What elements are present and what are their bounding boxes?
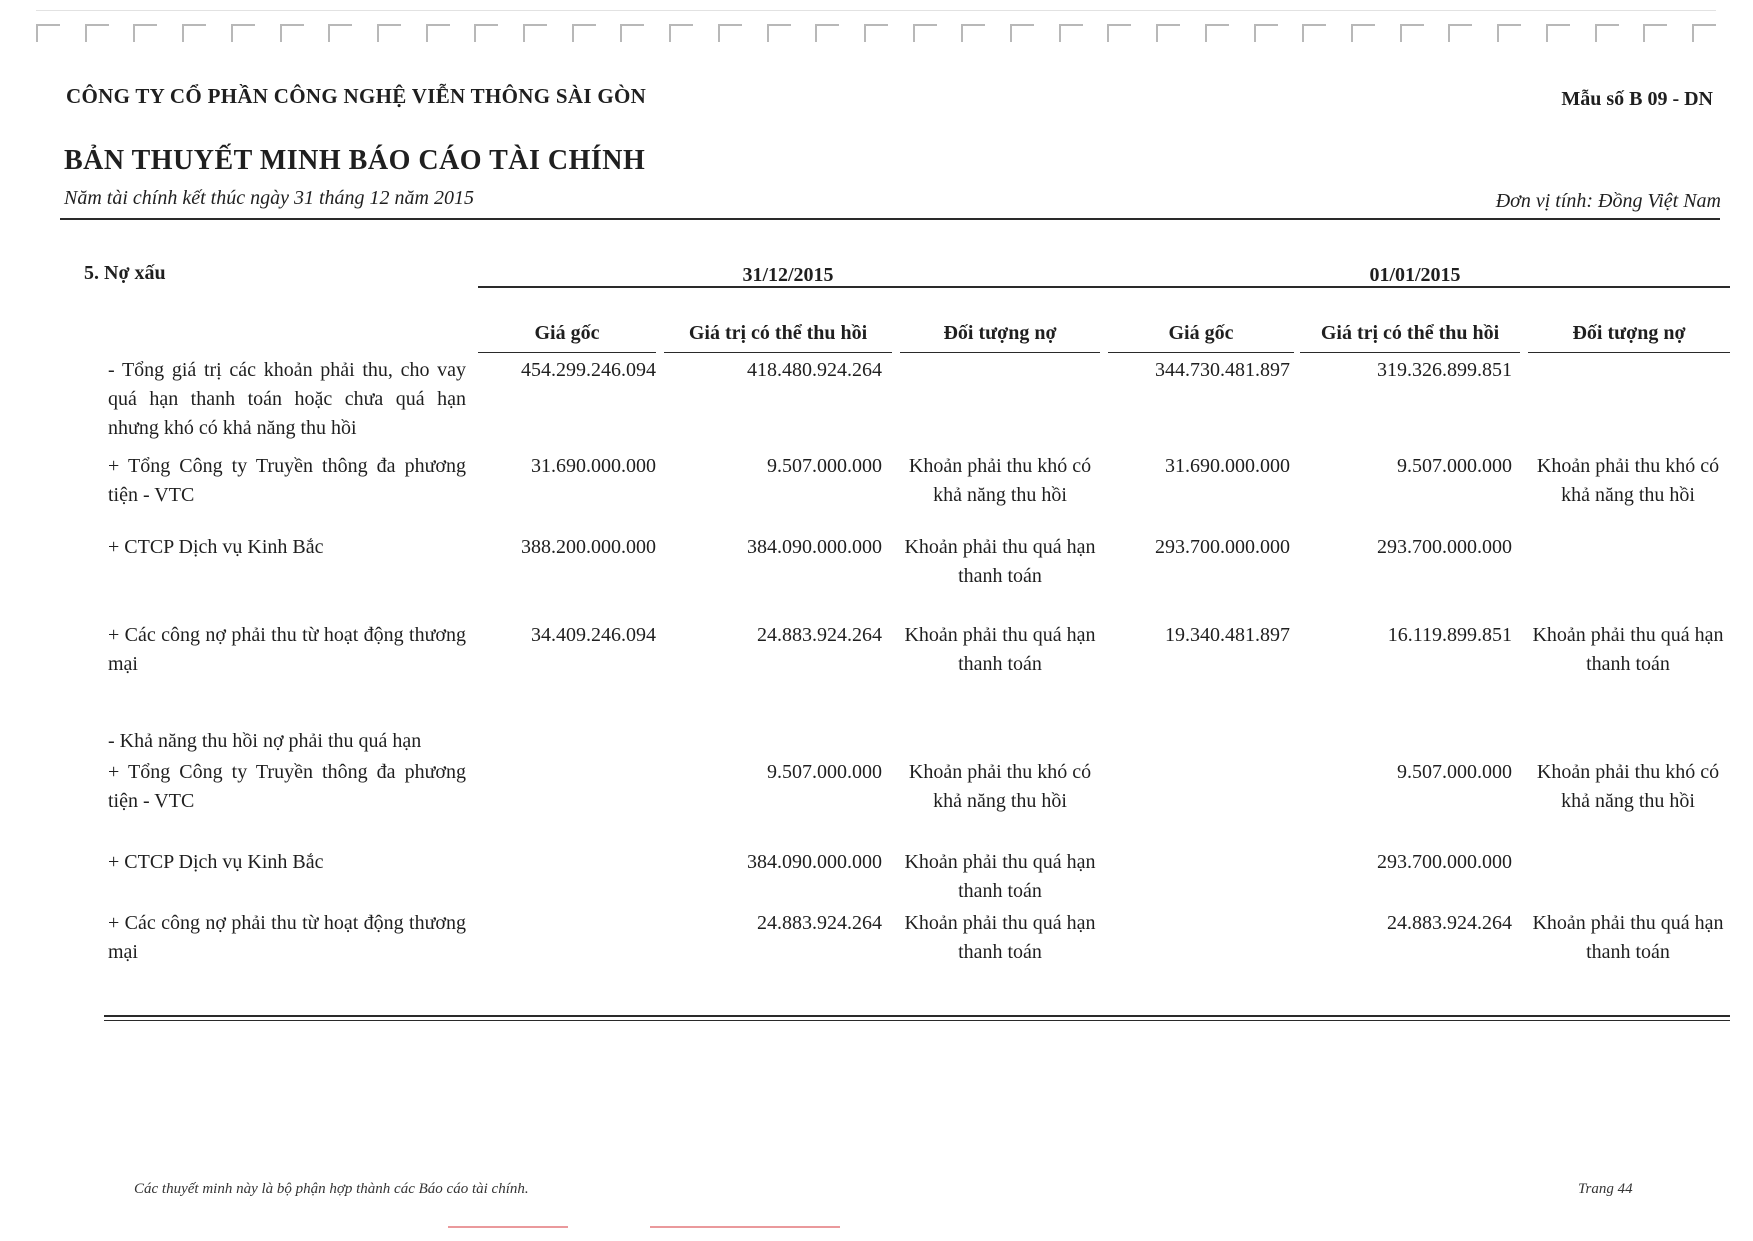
col-header-debtor-prior: Đối tượng nợ	[1528, 322, 1730, 353]
debtor-current: Khoản phải thu quá hạn thanh toán	[904, 851, 1096, 902]
document-title: BẢN THUYẾT MINH BÁO CÁO TÀI CHÍNH	[64, 145, 646, 176]
page-top-edge	[36, 10, 1716, 11]
period-current-header: 31/12/2015	[742, 264, 834, 286]
recoverable-current: 418.480.924.264	[747, 359, 882, 381]
row-description: + Tổng Công ty Truyền thông đa phương tiện - VTC	[108, 455, 466, 506]
row-description: - Tổng giá trị các khoản phải thu, cho vay quá hạn thanh toán hoặc chưa quá hạn nhưng khó có khả năng thu hồi	[108, 359, 466, 439]
cost-prior: 31.690.000.000	[1165, 455, 1290, 477]
recoverable-prior: 319.326.899.851	[1377, 359, 1512, 381]
recoverable-current: 9.507.000.000	[767, 455, 882, 477]
row-description: + Các công nợ phải thu từ hoạt động thương mại	[108, 912, 466, 963]
binder-tick-marks	[36, 24, 1716, 46]
stamp-fragment	[448, 1226, 568, 1234]
table-end-rule-thin	[104, 1020, 1730, 1021]
currency-unit: Đơn vị tính: Đồng Việt Nam	[1495, 190, 1721, 212]
recoverable-current: 24.883.924.264	[757, 912, 882, 934]
cost-prior: 19.340.481.897	[1165, 624, 1290, 646]
debtor-current: Khoản phải thu quá hạn thanh toán	[904, 624, 1096, 675]
debtor-prior: Khoản phải thu quá hạn thanh toán	[1532, 624, 1724, 675]
debtor-current: Khoản phải thu khó có khả năng thu hồi	[908, 455, 1092, 506]
cost-current: 388.200.000.000	[521, 536, 656, 558]
page-number: Trang 44	[1578, 1181, 1633, 1197]
recoverable-prior: 9.507.000.000	[1397, 455, 1512, 477]
cost-current: 454.299.246.094	[521, 359, 656, 381]
row-description: - Khả năng thu hồi nợ phải thu quá hạn	[108, 730, 422, 752]
row-description: + Các công nợ phải thu từ hoạt động thương mại	[108, 624, 466, 675]
recoverable-current: 384.090.000.000	[747, 536, 882, 558]
row-description: + Tổng Công ty Truyền thông đa phương tiện - VTC	[108, 761, 466, 812]
stamp-fragment	[650, 1226, 840, 1234]
col-header-recoverable-prior: Giá trị có thể thu hồi	[1300, 322, 1520, 353]
row-description: + CTCP Dịch vụ Kinh Bắc	[108, 536, 324, 558]
company-name: CÔNG TY CỔ PHẦN CÔNG NGHỆ VIỄN THÔNG SÀI GÒN	[66, 84, 647, 108]
recoverable-current: 24.883.924.264	[757, 624, 882, 646]
col-header-cost-prior: Giá gốc	[1108, 322, 1294, 353]
period-divider	[478, 286, 1730, 288]
section-title: 5. Nợ xấu	[84, 262, 166, 284]
recoverable-prior: 16.119.899.851	[1387, 624, 1512, 646]
col-header-cost-current: Giá gốc	[478, 322, 656, 353]
form-number: Mẫu số B 09 - DN	[1561, 88, 1713, 110]
cost-current: 31.690.000.000	[531, 455, 656, 477]
col-header-debtor-current: Đối tượng nợ	[900, 322, 1100, 353]
document-subtitle: Năm tài chính kết thúc ngày 31 tháng 12 năm 2015	[64, 187, 474, 209]
cost-current: 34.409.246.094	[531, 624, 656, 646]
recoverable-prior: 9.507.000.000	[1397, 761, 1512, 783]
recoverable-prior: 293.700.000.000	[1377, 536, 1512, 558]
recoverable-prior: 293.700.000.000	[1377, 851, 1512, 873]
row-description: + CTCP Dịch vụ Kinh Bắc	[108, 851, 324, 873]
debtor-current: Khoản phải thu quá hạn thanh toán	[904, 536, 1096, 587]
debtor-prior: Khoản phải thu quá hạn thanh toán	[1532, 912, 1724, 963]
recoverable-current: 384.090.000.000	[747, 851, 882, 873]
header-divider	[60, 218, 1720, 220]
col-header-recoverable-current: Giá trị có thể thu hồi	[664, 322, 892, 353]
period-prior-header: 01/01/2015	[1369, 264, 1461, 286]
cost-prior: 293.700.000.000	[1155, 536, 1290, 558]
debtor-current: Khoản phải thu khó có khả năng thu hồi	[908, 761, 1092, 812]
cost-prior: 344.730.481.897	[1155, 359, 1290, 381]
debtor-prior: Khoản phải thu khó có khả năng thu hồi	[1536, 455, 1720, 506]
debtor-prior: Khoản phải thu khó có khả năng thu hồi	[1536, 761, 1720, 812]
debtor-current: Khoản phải thu quá hạn thanh toán	[904, 912, 1096, 963]
recoverable-current: 9.507.000.000	[767, 761, 882, 783]
footer-note: Các thuyết minh này là bộ phận hợp thành các Báo cáo tài chính.	[134, 1181, 529, 1197]
recoverable-prior: 24.883.924.264	[1387, 912, 1512, 934]
table-end-rule	[104, 1015, 1730, 1017]
